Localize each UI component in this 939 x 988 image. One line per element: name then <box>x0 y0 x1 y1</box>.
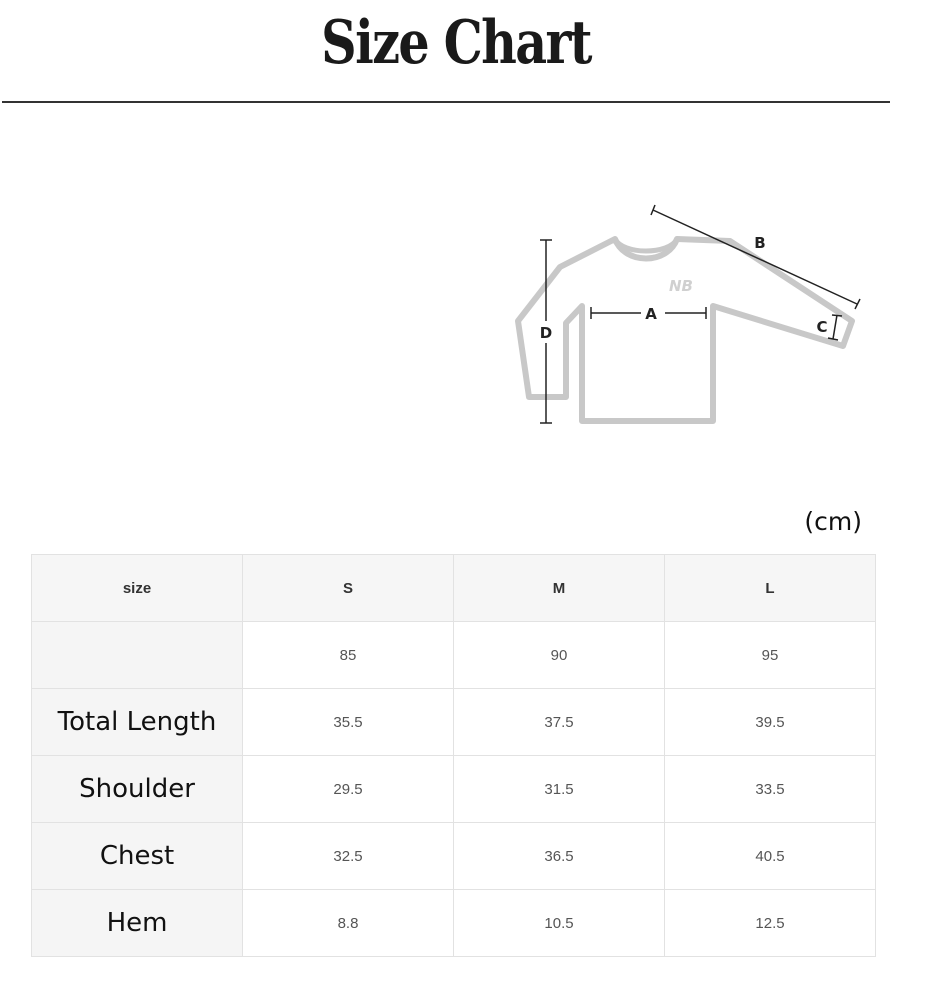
table-row <box>32 890 876 957</box>
table-row <box>32 756 876 823</box>
table-cell: 31.5 <box>454 756 665 823</box>
table-cell: 29.5 <box>243 756 454 823</box>
row-label: Chest <box>32 823 243 890</box>
table-cell: 33.5 <box>665 756 876 823</box>
table-cell: 12.5 <box>665 890 876 957</box>
header-size: M <box>454 555 665 622</box>
table-cell: 37.5 <box>454 689 665 756</box>
table-row <box>32 622 876 689</box>
header-size: L <box>665 555 876 622</box>
garment-measurement-diagram <box>505 195 870 435</box>
table-cell: 35.5 <box>243 689 454 756</box>
table-cell: 85 <box>243 622 454 689</box>
header-label: size <box>32 555 243 622</box>
logo-mark: NB <box>669 277 693 295</box>
table-cell: 95 <box>665 622 876 689</box>
row-label: Total Length <box>32 689 243 756</box>
table-cell: 32.5 <box>243 823 454 890</box>
sweatshirt-outline <box>518 239 852 421</box>
table-row <box>32 689 876 756</box>
header-size: S <box>243 555 454 622</box>
table-cell: 39.5 <box>665 689 876 756</box>
page-title: Size Chart <box>321 8 591 78</box>
table-row <box>32 823 876 890</box>
table-cell: 40.5 <box>665 823 876 890</box>
table-cell: 8.8 <box>243 890 454 957</box>
title-divider <box>2 101 890 103</box>
size-table <box>31 554 876 957</box>
row-label: Hem <box>32 890 243 957</box>
table-cell: 10.5 <box>454 890 665 957</box>
unit-label: (cm) <box>804 507 862 536</box>
row-label <box>32 622 243 689</box>
table-header-row <box>32 555 876 622</box>
measure-label-b: B <box>754 234 766 252</box>
table-cell: 36.5 <box>454 823 665 890</box>
measure-line-c <box>828 315 842 340</box>
measure-label-d: D <box>539 324 553 342</box>
table-cell: 90 <box>454 622 665 689</box>
row-label: Shoulder <box>32 756 243 823</box>
measure-label-c: C <box>816 318 828 336</box>
measure-label-a: A <box>645 305 657 323</box>
